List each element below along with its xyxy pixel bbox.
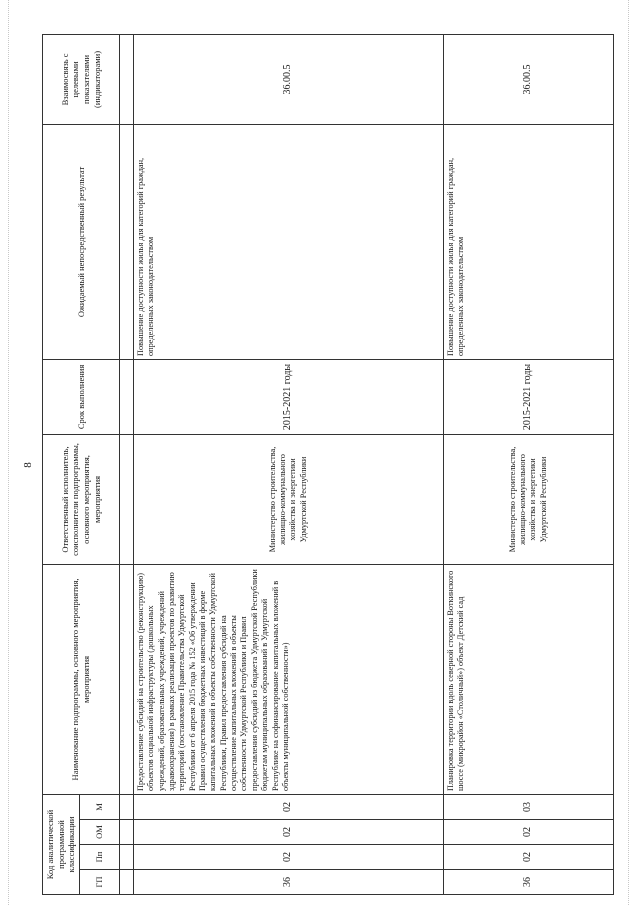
cell-pp: 02 bbox=[443, 845, 613, 870]
cell-name: Предоставление субсидий на строительство (реконструкцию) объектов социальной инфраструктуры (дошкольных учреждений, образовательных учреждений, учреждений здравоохранения) в рамках реализации проектов по развитию территорий (постановление Правительства Удмуртской Республики от 6 апреля 2015 года № 152 «Об утверждении Правил осуществления бюджетных инвестиций в форме капитальных вложений в объекты собственности Удмуртской Республики, Правил предоставления субсидий на осуществление капитальных вложений в объекты собственности Удмуртской Республики и Правил предоставления субсидий из бюджета Удмуртской Республики бюджетам муниципальных образований в Удмуртской Республике на софинансирование капитальных вложений в объекты муниципальной собственности») bbox=[133, 564, 443, 794]
cell-indicators: 36.00.5 bbox=[133, 34, 443, 124]
cell-responsible: Министерство строительства, жилищно-коммунального хозяйства и энергетики Удмуртской Республики bbox=[133, 434, 443, 564]
cell-m: 03 bbox=[443, 794, 613, 819]
cell-m: 02 bbox=[133, 794, 443, 819]
cell-name: Планировка территории вдоль северной стороны Воткинского шоссе (микрорайон «Столичный») объект Детский сад bbox=[443, 564, 613, 794]
cell-om: 02 bbox=[443, 820, 613, 845]
cell-indicators: 36.00.5 bbox=[443, 34, 613, 124]
activities-table bbox=[42, 34, 614, 895]
header-name: Наименование подпрограммы, основного мероприятия, мероприятия bbox=[43, 564, 120, 794]
cell-responsible: Министерство строительства, жилищно-коммунального хозяйства и энергетики Удмуртской Республики bbox=[443, 434, 613, 564]
scan-edge-left bbox=[8, 0, 9, 905]
cell-gp: 36 bbox=[443, 870, 613, 895]
empty-spacer-row bbox=[119, 34, 133, 894]
header-om: ОМ bbox=[79, 820, 119, 845]
table-row bbox=[443, 34, 613, 894]
header-m: М bbox=[79, 794, 119, 819]
header-gp: ГП bbox=[79, 870, 119, 895]
cell-result: Повышение доступности жилья для категорий граждан, определенных законодательством bbox=[133, 124, 443, 359]
cell-result: Повышение доступности жилья для категорий граждан, определенных законодательством bbox=[443, 124, 613, 359]
header-result: Ожидаемый непосредственный результат bbox=[43, 124, 120, 359]
cell-gp: 36 bbox=[133, 870, 443, 895]
table-row bbox=[133, 34, 443, 894]
header-indicators: Взаимосвязь с целевыми показателями (индикаторами) bbox=[43, 34, 120, 124]
cell-pp: 02 bbox=[133, 845, 443, 870]
header-term: Срок выполнения bbox=[43, 359, 120, 434]
cell-om: 02 bbox=[133, 820, 443, 845]
cell-term: 2015-2021 годы bbox=[443, 359, 613, 434]
header-pp: Пп bbox=[79, 845, 119, 870]
page-number: 8 bbox=[22, 462, 34, 468]
scan-edge-right bbox=[628, 0, 629, 905]
header-code-group: Код аналитической программной классификации bbox=[43, 794, 80, 894]
rotated-document-page bbox=[22, 35, 598, 895]
header-responsible: Ответственный исполнитель, соисполнители подпрограммы, основного мероприятия, мероприятия bbox=[43, 434, 120, 564]
cell-term: 2015-2021 годы bbox=[133, 359, 443, 434]
